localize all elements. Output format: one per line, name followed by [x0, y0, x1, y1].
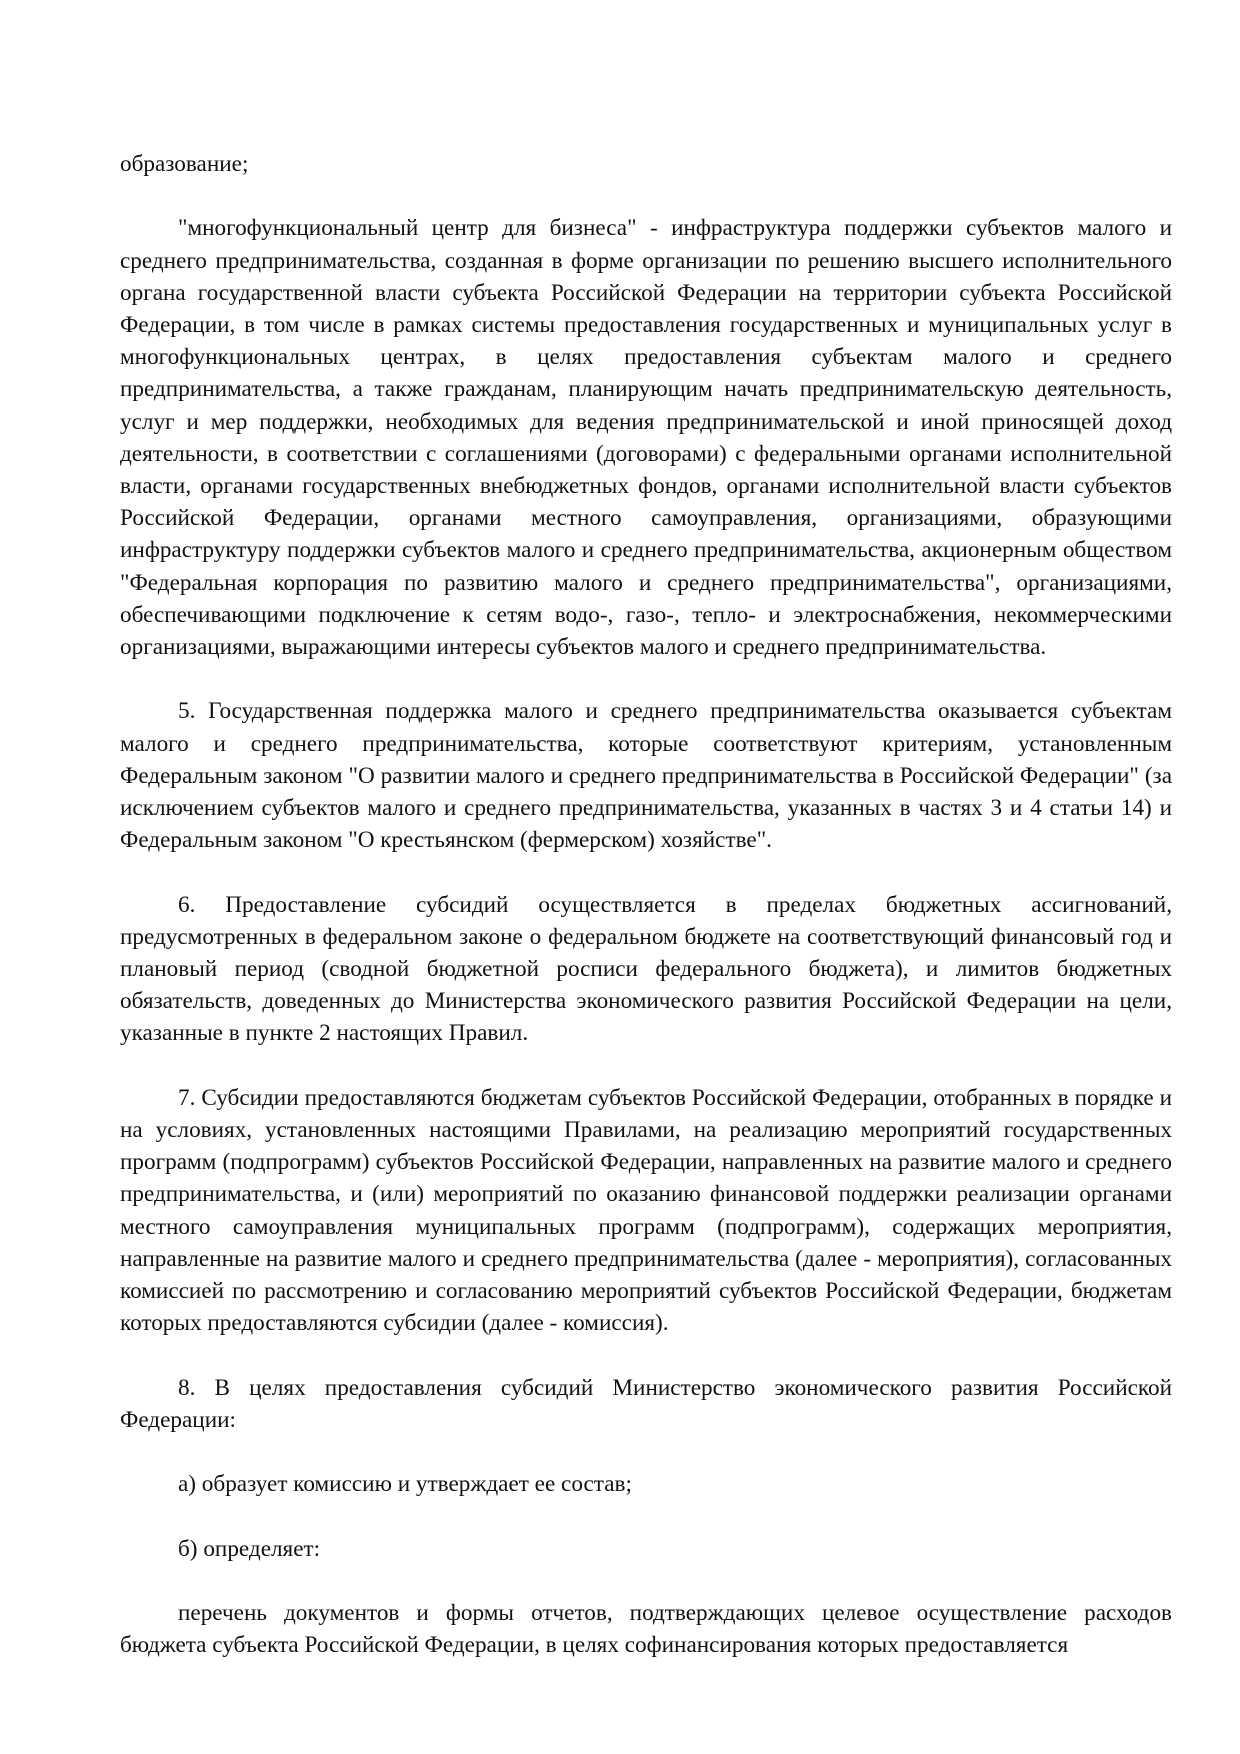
paragraph-item-8a: а) образует комиссию и утверждает ее состав;: [178, 1471, 632, 1498]
paragraph-documents-list: перечень документов и формы отчетов, подтверждающих целевое осуществление расходов бюджета субъекта Российской Федерации, в целях софинансирования которых предоставляется: [120, 1600, 1172, 1659]
paragraph-education-end: образование;: [120, 151, 249, 177]
document-page: [120, 148, 1172, 1694]
paragraph-item-8b: б) определяет:: [178, 1535, 321, 1562]
paragraph-item-5: 5. Государственная поддержка малого и среднего предпринимательства оказывается субъектам малого и среднего предпринимательства, которые соответствуют критериям, установленным Федеральным законом "О развитии малого и среднего предпринимательства в Российской Федерации" (за исключением субъектов малого и среднего предпринимательства, указанных в частях 3 и 4 статьи 14) и Федеральным законом "О крестьянском (фермерском) хозяйстве".: [120, 698, 1172, 854]
paragraph-item-6: 6. Предоставление субсидий осуществляется в пределах бюджетных ассигнований, предусмотренных в федеральном законе о федеральном бюджете на соответствующий финансовый год и плановый период (сводной бюджетной росписи федерального бюджета), и лимитов бюджетных обязательств, доведенных до Министерства экономического развития Российской Федерации на цели, указанные в пункте 2 настоящих Правил.: [120, 891, 1172, 1047]
paragraph-item-8: 8. В целях предоставления субсидий Министерство экономического развития Российской Федерации:: [120, 1374, 1172, 1433]
paragraph-item-7: 7. Субсидии предоставляются бюджетам субъектов Российской Федерации, отобранных в порядке и на условиях, установленных настоящими Правилами, на реализацию мероприятий государственных программ (подпрограмм) субъектов Российской Федерации, направленных на развитие малого и среднего предпринимательства, и (или) мероприятий по оказанию финансовой поддержки реализации органами местного самоуправления муниципальных программ (подпрограмм), содержащих мероприятия, направленные на развитие малого и среднего предпринимательства (далее - мероприятия), согласованных комиссией по рассмотрению и согласованию мероприятий субъектов Российской Федерации, бюджетам которых предоставляются субсидии (далее - комиссия).: [120, 1084, 1172, 1337]
paragraph-mfc-definition: "многофункциональный центр для бизнеса" - инфраструктура поддержки субъектов малого и среднего предпринимательства, созданная в форме организации по решению высшего исполнительного органа государственной власти субъекта Российской Федерации на территории субъекта Российской Федерации, в том числе в рамках системы предоставления государственных и муниципальных услуг в многофункциональных центрах, в целях предоставления субъектам малого и среднего предпринимательства, а также гражданам, планирующим начать предпринимательскую деятельность, услуг и мер поддержки, необходимых для ведения предпринимательской и иной приносящей доход деятельности, в соответствии с соглашениями (договорами) с федеральными органами исполнительной власти, органами государственных внебюджетных фондов, органами исполнительной власти субъектов Российской Федерации, органами местного самоуправления, организациями, образующими инфраструктуру поддержки субъектов малого и среднего предпринимательства, акционерным обществом "Федеральная корпорация по развитию малого и среднего предпринимательства", организациями, обеспечивающими подключение к сетям водо-, газо-, тепло- и электроснабжения, некоммерческими организациями, выражающими интересы субъектов малого и среднего предпринимательства.: [120, 215, 1172, 661]
